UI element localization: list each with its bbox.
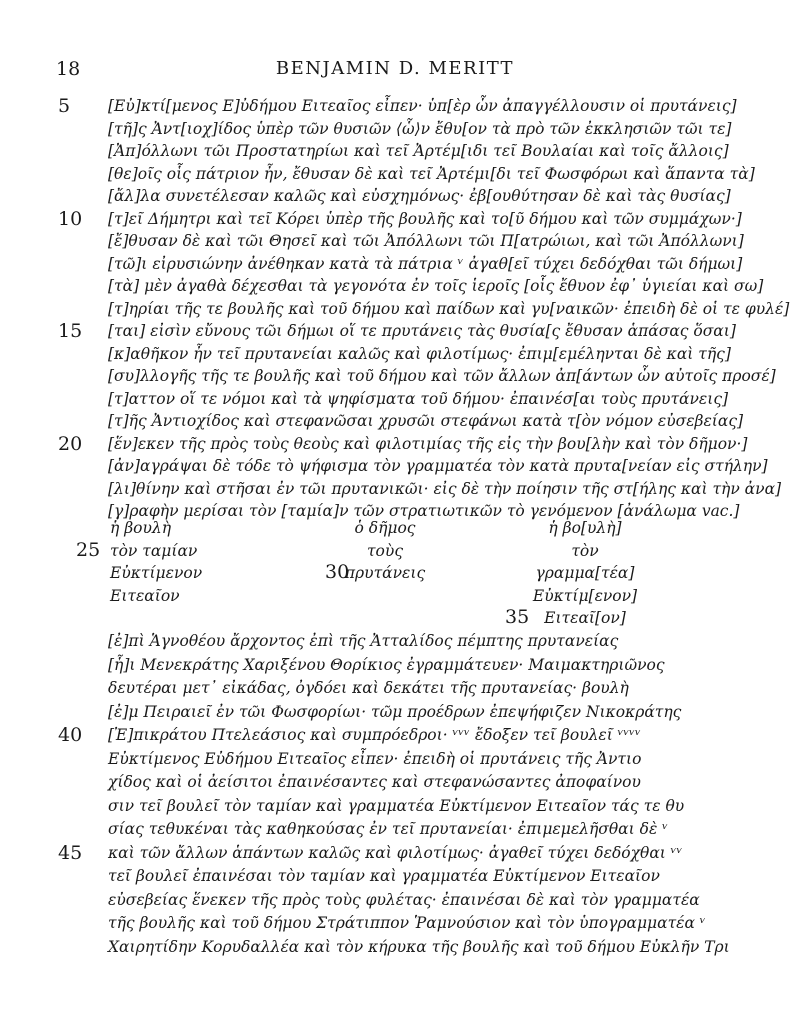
line-number: 30 [325, 561, 350, 583]
crown-label: Ειτεαῖ[ον] [544, 609, 626, 627]
inscription-line: σίας τεθυκέναι τὰς καθηκούσας ἐν τεῖ πρυτανείαι· ἐπιμεμελῆσθαι δὲ ᵛ [108, 820, 668, 838]
line-number: 25 [76, 539, 101, 561]
inscription-line: καὶ τῶν ἄλλων ἁπάντων καλῶς καὶ φιλοτίμως· ἀγαθεῖ τύχει δεδόχθαι ᵛᵛ [108, 843, 683, 862]
inscription-line: εὐσεβείας ἕνεκεν τῆς πρὸς τοὺς φυλέτας· ἐπαινέσαι δὲ καὶ τὸν γραμματέα [108, 890, 700, 909]
inscription-line: [τὰ] μὲν ἀγαθὰ δέχεσθαι τὰ γεγονότα ἐν τοῖς ἱεροῖς [οἷς ἔθυον ἐφ᾽ ὑγιείαι καὶ σω] [108, 277, 764, 295]
inscription-line: [γ]ραφὴν μερίσαι τὸν [ταμία]ν τῶν στρατιωτικῶν τὸ γενόμενον [ἀνάλωμα vac.] [108, 502, 740, 520]
crown-label: ἡ βουλὴ [110, 519, 172, 537]
inscription-line: Εὐκτίμενος Εὐδήμου Ειτεαῖος εἶπεν· ἐπειδὴ οἱ πρυτάνεις τῆς Ἀντιο [108, 749, 642, 768]
inscription-line: χίδος καὶ οἱ ἀείσιτοι ἐπαινέσαντες καὶ στεφανώσαντες ἀποφαίνου [108, 773, 641, 791]
inscription-line: Χαιρητίδην Κορυδαλλέα καὶ τὸν κήρυκα τῆς βουλῆς καὶ τοῦ δήμου Εὐκλῆν Τρι [108, 937, 730, 956]
inscription-line: [ἀν]αγράψαι δὲ τόδε τὸ ψήφισμα τὸν γραμματέα τὸν κατὰ πρυτα[νείαν εἰς στήλην] [108, 457, 768, 475]
inscription-line: σιν τεῖ βουλεῖ τὸν ταμίαν καὶ γραμματέα Εὐκτίμενον Ειτεαῖον τάς τε θυ [108, 796, 685, 815]
inscription-line: δευτέραι μετ᾽ εἰκάδας, ὀγδόει καὶ δεκάτει τῆς πρυτανείας· βουλὴ [108, 679, 629, 697]
inscription-line: [τῶ]ι εἰρυσιώνην ἀνέθηκαν κατὰ τὰ πάτρια ᵛ ἀγαθ[εῖ τύχει δεδόχθαι τῶι δήμωι] [108, 254, 743, 273]
line-number: 10 [58, 207, 83, 230]
inscription-line: [Ἐ]πικράτου Πτελεάσιος καὶ συμπρόεδροι· ᵛᵛᵛ ἔδοξεν τεῖ βουλεῖ ᵛᵛᵛᵛ [108, 726, 641, 744]
inscription-line: [τ]ηρίαι τῆς τε βουλῆς καὶ τοῦ δήμου καὶ παίδων καὶ γυ[ναικῶν· ἐπειδὴ δὲ οἱ τε φυλέ] [108, 299, 790, 318]
line-number: 40 [58, 724, 83, 746]
page-number: 18 [56, 58, 81, 80]
inscription-line: [τ]εῖ Δήμητρι καὶ τεῖ Κόρει ὑπὲρ τῆς βουλῆς καὶ το[ῦ δήμου καὶ τῶν συμμάχων·] [108, 209, 742, 228]
inscription-line: [κ]αθῆκον ἦν τεῖ πρυτανείαι καλῶς καὶ φιλοτίμως· ἐπιμ[εμέληνται δὲ καὶ τῆς] [108, 344, 731, 363]
inscription-line: [τῆ]ς Ἀντ[ιοχ]ίδος ὑπὲρ τῶν θυσιῶν ⟨ὧ⟩ν ἔθυ[ον τὰ πρὸ τῶν ἐκκλησιῶν τῶι τε] [108, 119, 732, 138]
inscription-line: [τ]ῆς Ἀντιοχίδος καὶ στεφανῶσαι χρυσῶι στεφάνωι κατὰ τ[ὸν νόμον εὐσεβείας] [108, 412, 744, 430]
inscription-line: [Ἀπ]όλλωνι τῶι Προστατηρίωι καὶ τεῖ Ἀρτέμ[ιδι τεῖ Βουλαίαι καὶ τοῖς ἄλλοις] [108, 142, 729, 160]
inscription-line: [λι]θίνην καὶ στῆσαι ἐν τῶι πρυτανικῶι· εἰς δὲ τὴν ποίησιν τῆς στ[ήλης καὶ τὴν ἀνα] [108, 479, 782, 498]
crown-label: πρυτάνεις [344, 564, 426, 582]
inscription-line: τεῖ βουλεῖ ἐπαινέσαι τὸν ταμίαν καὶ γραμματέα Εὐκτίμενον Ειτεαῖον [108, 867, 660, 885]
crown-label: Εὐκτίμ[ενον] [532, 586, 638, 605]
crown-label: τοὺς [366, 541, 403, 560]
line-number: 45 [58, 841, 83, 864]
line-number: 15 [58, 320, 83, 342]
inscription-line: [τ]αττον οἵ τε νόμοι καὶ τὰ ψηφίσματα τοῦ δήμου· ἐπαινέσ[αι τοὺς πρυτάνεις] [108, 389, 729, 408]
inscription-line: [Εὐ]κτί[μενος Ε]ὐδήμου Ειτεαῖος εἶπεν· ὑπ[ὲρ ὧν ἀπαγγέλλουσιν οἱ πρυτάνεις] [108, 97, 737, 115]
crown-label: Ειτεαῖον [110, 586, 180, 605]
running-head-author: BENJAMIN D. MERITT [275, 58, 515, 79]
crown-label: Εὐκτίμενον [110, 564, 203, 582]
inscription-line: τῆς βουλῆς καὶ τοῦ δήμου Στράτιππον Ῥαμνούσιον καὶ τὸν ὑπογραμματέα ᵛ [108, 914, 706, 932]
inscription-line: [ἄλ]λα συνετέλεσαν καλῶς καὶ εὐσχημόνως· ἐβ[ουθύτησαν δὲ καὶ τὰς θυσίας] [108, 187, 731, 205]
crown-label: τὸν ταμίαν [110, 541, 198, 560]
crown-label: ἡ βο[υλὴ] [548, 519, 622, 537]
inscription-line: [θε]οῖς οἷς πάτριον ἦν, ἔθυσαν δὲ καὶ τεῖ Ἀρτέμι[δι τεῖ Φωσφόρωι καὶ ἅπαντα τὰ] [108, 164, 755, 183]
crown-label: ὁ δῆμος [354, 519, 416, 537]
crown-label: τὸν [571, 541, 599, 560]
inscription-line: [ἧ]ι Μενεκράτης Χαριξένου Θορίκιος ἐγραμμάτευεν· Μαιμακτηριῶνος [108, 655, 665, 674]
crown-label: γραμμα[τέα] [535, 564, 635, 582]
line-number: 35 [505, 606, 530, 628]
line-number: 5 [58, 95, 71, 117]
inscription-line: [ἔ]θυσαν δὲ καὶ τῶι Θησεῖ καὶ τῶι Ἀπόλλωνι τῶι Π[ατρώιωι, καὶ τῶι Ἀπόλλωνι] [108, 232, 744, 250]
inscription-line: [ἐ]πὶ Ἁγνοθέου ἄρχοντος ἐπὶ τῆς Ἀτταλίδος πέμπτης πρυτανείας [108, 632, 619, 650]
inscription-line: [ται] εἰσὶν εὔνους τῶι δήμωι οἵ τε πρυτάνεις τὰς θυσία[ς ἔθυσαν ἁπάσας ὅσαι] [108, 322, 736, 340]
line-number: 20 [58, 432, 83, 455]
inscription-line: [ἐ]μ Πειραιεῖ ἐν τῶι Φωσφορίωι· τῶμ προέδρων ἐπεψήφιζεν Νικοκράτης [108, 702, 682, 721]
inscription-line: [συ]λλογῆς τῆς τε βουλῆς καὶ τοῦ δήμου καὶ τῶν ἄλλων ἀπ[άντων ὧν αὐτοῖς προσέ] [108, 367, 776, 385]
inscription-line: [ἕν]εκεν τῆς πρὸς τοὺς θεοὺς καὶ φιλοτιμίας τῆς εἰς τὴν βου[λὴν καὶ τὸν δῆμον·] [108, 434, 748, 453]
